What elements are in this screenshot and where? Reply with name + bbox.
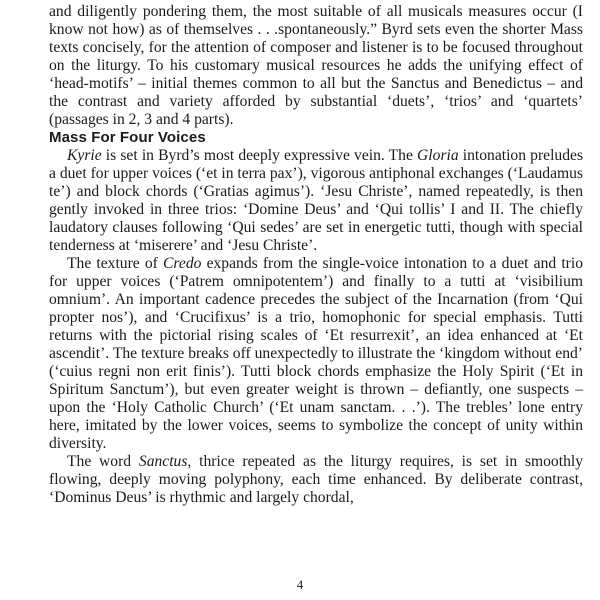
kyrie-term: Kyrie (67, 147, 102, 164)
intro-paragraph (49, 3, 583, 129)
kyrie-text-1: is set in Byrd’s most deeply expressive vein. The (101, 147, 418, 164)
page-number: 4 (296, 577, 304, 592)
gloria-term: Gloria (417, 147, 459, 164)
kyrie-text-2: intonation preludes a duet for upper voices (‘et in terra pax’), vigorous antiphonal exchanges (‘Laudamus te’) and block chords (‘Gratias agimus’). ‘Jesu Christe’, named repeatedly, is then gently invoked in three trios: ‘Domine Deus’ and ‘Qui tollis’ I and II. The chiefly laudatory clauses following ‘Qui sedes’ are set in energetic tutti, though with special tenderness at ‘miserere’ and ‘Jesu Christe’. (49, 147, 584, 254)
credo-text-1: The texture of (67, 255, 164, 272)
sanctus-term: Sanctus (138, 453, 188, 470)
kyrie-paragraph (49, 147, 583, 255)
credo-text-2: expands from the single-voice intonation to a duet and trio for upper voices (‘Patrem omnipotentem’) and finally to a tutti at ‘visibilium omnium’. An important cadence precedes the subject of the Incarnation (from ‘Qui propter nos’), and ‘Crucifixus’ is a trio, homophonic for special emphasis. Tutti returns with the pictorial rising scales of ‘Et resurrexit’, an idea enhanced at ‘Et ascendit’. The texture breaks off unexpectedly to illustrate the ‘kingdom without end’ (‘cuius regni non erit finis’). Tutti block chords emphasize the Holy Spirit (‘Et in Spiritum Sanctum’), but even greater weight is thrown – defiantly, one suspects – upon the ‘Holy Catholic Church’ (‘Et unam sanctam. . .’). The trebles’ lone entry here, imitated by the lower voices, seems to symbolize the concept of unity within diversity. (49, 255, 583, 452)
credo-term: Credo (163, 255, 202, 272)
sanctus-paragraph (49, 453, 583, 507)
intro-text: and diligently pondering them, the most suitable of all musicals measures occur (I know not how) as of themselves . . .spontaneously.” Byrd sets even the shorter Mass texts concisely, for the attention of composer and listener is to be focused throughout on the liturgy. To his customary musical resources he adds the unifying effect of ‘head-motifs’ – initial themes common to all but the Sanctus and Benedictus – and the contrast and variety afforded by substantial ‘duets’, ‘trios’ and ‘quartets’ (passages in 2, 3 and 4 parts). (49, 3, 583, 128)
text-column (49, 3, 583, 507)
credo-paragraph (49, 255, 583, 453)
sanctus-text-1: The word (67, 453, 139, 470)
sanctus-text-2: , thrice repeated as the liturgy requires, is set in smoothly flowing, deeply moving polyphony, each time enhanced. By deliberate contrast, ‘Dominus Deus’ is rhythmic and largely chordal, (49, 453, 583, 506)
section-heading: Mass For Four Voices (49, 129, 206, 146)
